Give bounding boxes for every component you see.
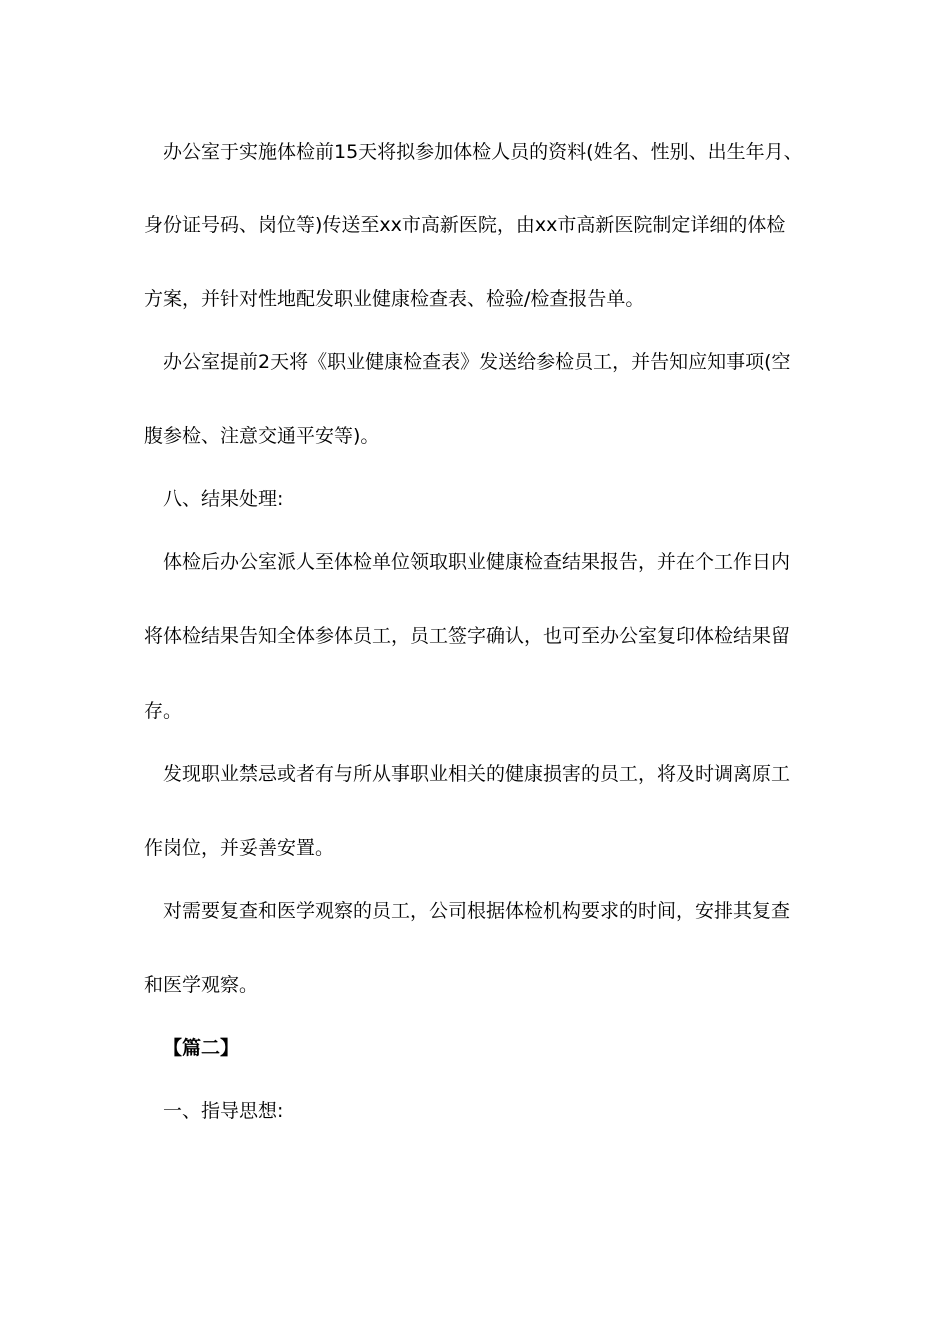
section-heading: 八、结果处理: [163, 488, 284, 510]
paragraph-line: 和医学观察。 [144, 974, 259, 996]
paragraph-line: 办公室于实施体检前15天将拟参加体检人员的资料(姓名、性别、出生年月、 [163, 141, 803, 163]
paragraph-line: 方案，并针对性地配发职业健康检查表、检验/检查报告单。 [144, 288, 645, 310]
part-heading: 【篇二】 [163, 1037, 240, 1059]
paragraph-line: 存。 [144, 700, 183, 722]
paragraph-line: 办公室提前2天将《职业健康检查表》发送给参检员工，并告知应知事项(空 [163, 351, 791, 373]
paragraph-line: 作岗位，并妥善安置。 [144, 837, 335, 859]
paragraph-line: 体检后办公室派人至体检单位领取职业健康检查结果报告，并在个工作日内 [163, 551, 791, 573]
paragraph-line: 对需要复查和医学观察的员工，公司根据体检机构要求的时间，安排其复查 [163, 900, 791, 922]
paragraph-line: 腹参检、注意交通平安等)。 [144, 425, 380, 447]
paragraph-line: 将体检结果告知全体参体员工，员工签字确认，也可至办公室复印体检结果留 [144, 625, 791, 647]
paragraph-line: 身份证号码、岗位等)传送至xx市高新医院，由xx市高新医院制定详细的体检 [144, 214, 786, 236]
paragraph-line: 发现职业禁忌或者有与所从事职业相关的健康损害的员工，将及时调离原工 [163, 763, 791, 785]
section-heading: 一、指导思想: [163, 1100, 284, 1122]
